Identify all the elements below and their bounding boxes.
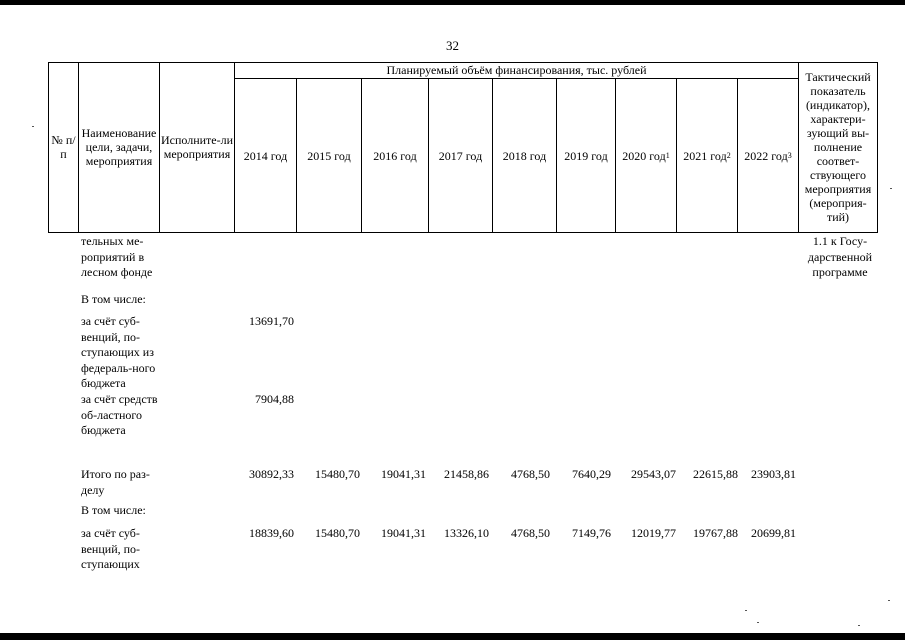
cell-value-2014: 18839,60 [249,526,294,540]
header-year-2016: 2016 год [373,148,417,163]
cell-value-2017: 13326,10 [444,526,489,540]
row-name: Итого по раз-делу [81,467,150,497]
cell-value-2018: 4768,50 [511,526,550,540]
scan-speck [757,622,759,623]
cell-value-2020: 12019,77 [631,526,676,540]
cell-value-2021: 22615,88 [693,467,738,481]
cell-value-2021: 19767,88 [693,526,738,540]
cell-value-2019: 7640,29 [572,467,611,481]
cell-value-2016: 19041,31 [381,526,426,540]
cell-value-2022: 23903,81 [751,467,796,481]
row-name: за счёт суб-венций, по-ступающих из федераль-ного бюджета [81,314,156,390]
scan-speck [858,625,860,626]
header-year-2017: 2017 год [438,148,483,163]
header-num: № п/п [51,133,76,161]
row-indicator: 1.1 к Госу-дарственной программе [807,234,873,279]
row-name: В том числе: [81,503,146,517]
scan-speck [890,188,892,189]
header-funding: Планируемый объём финансирования, тыс. рублей [386,63,647,77]
cell-value-2022: 20699,81 [751,526,796,540]
row-name: тельных ме-роприятий в лесном фонде [81,234,153,279]
cell-value-2016: 19041,31 [381,467,426,481]
scan-speck [888,600,890,601]
row-name: за счёт средств об-ластного бюджета [81,392,158,437]
cell-value-2017: 21458,86 [444,467,489,481]
header-year-2020: 2020 год 1 [622,148,670,163]
cell-value-2015: 15480,70 [315,526,360,540]
header-year-2019: 2019 год [564,148,608,163]
cell-value-2014: 30892,33 [249,467,294,481]
header-indicator: Тактический показатель (индикатор), характери-зующий вы-полнение соответ-ствующего мероприятия (мероприя-тий) [804,70,872,224]
cell-value-2020: 29543,07 [631,467,676,481]
header-year-2021: 2021 год 2 [683,148,731,163]
header-year-2022: 2022 год 3 [744,148,792,163]
page-number: 32 [446,38,459,53]
table-header [48,62,878,233]
cell-value-2014: 7904,88 [255,392,294,406]
header-year-2015: 2015 год [307,148,351,163]
header-bottom-line [48,232,878,233]
header-year-2018: 2018 год [502,148,547,163]
header-year-2014: 2014 год [243,148,288,163]
col-line [877,62,878,233]
cell-value-2019: 7149,76 [572,526,611,540]
row-name: В том числе: [81,292,146,306]
row-name: за счёт суб-венций, по-ступающих [81,526,141,571]
bottom-border [0,633,905,640]
header-executors: Исполните-ли мероприятия [160,133,234,161]
scan-speck [32,126,34,127]
header-name: Наименование цели, задачи, мероприятия [81,126,157,168]
cell-value-2014: 13691,70 [249,314,294,328]
scan-speck [745,610,747,611]
cell-value-2015: 15480,70 [315,467,360,481]
top-border [0,0,905,5]
cell-value-2018: 4768,50 [511,467,550,481]
